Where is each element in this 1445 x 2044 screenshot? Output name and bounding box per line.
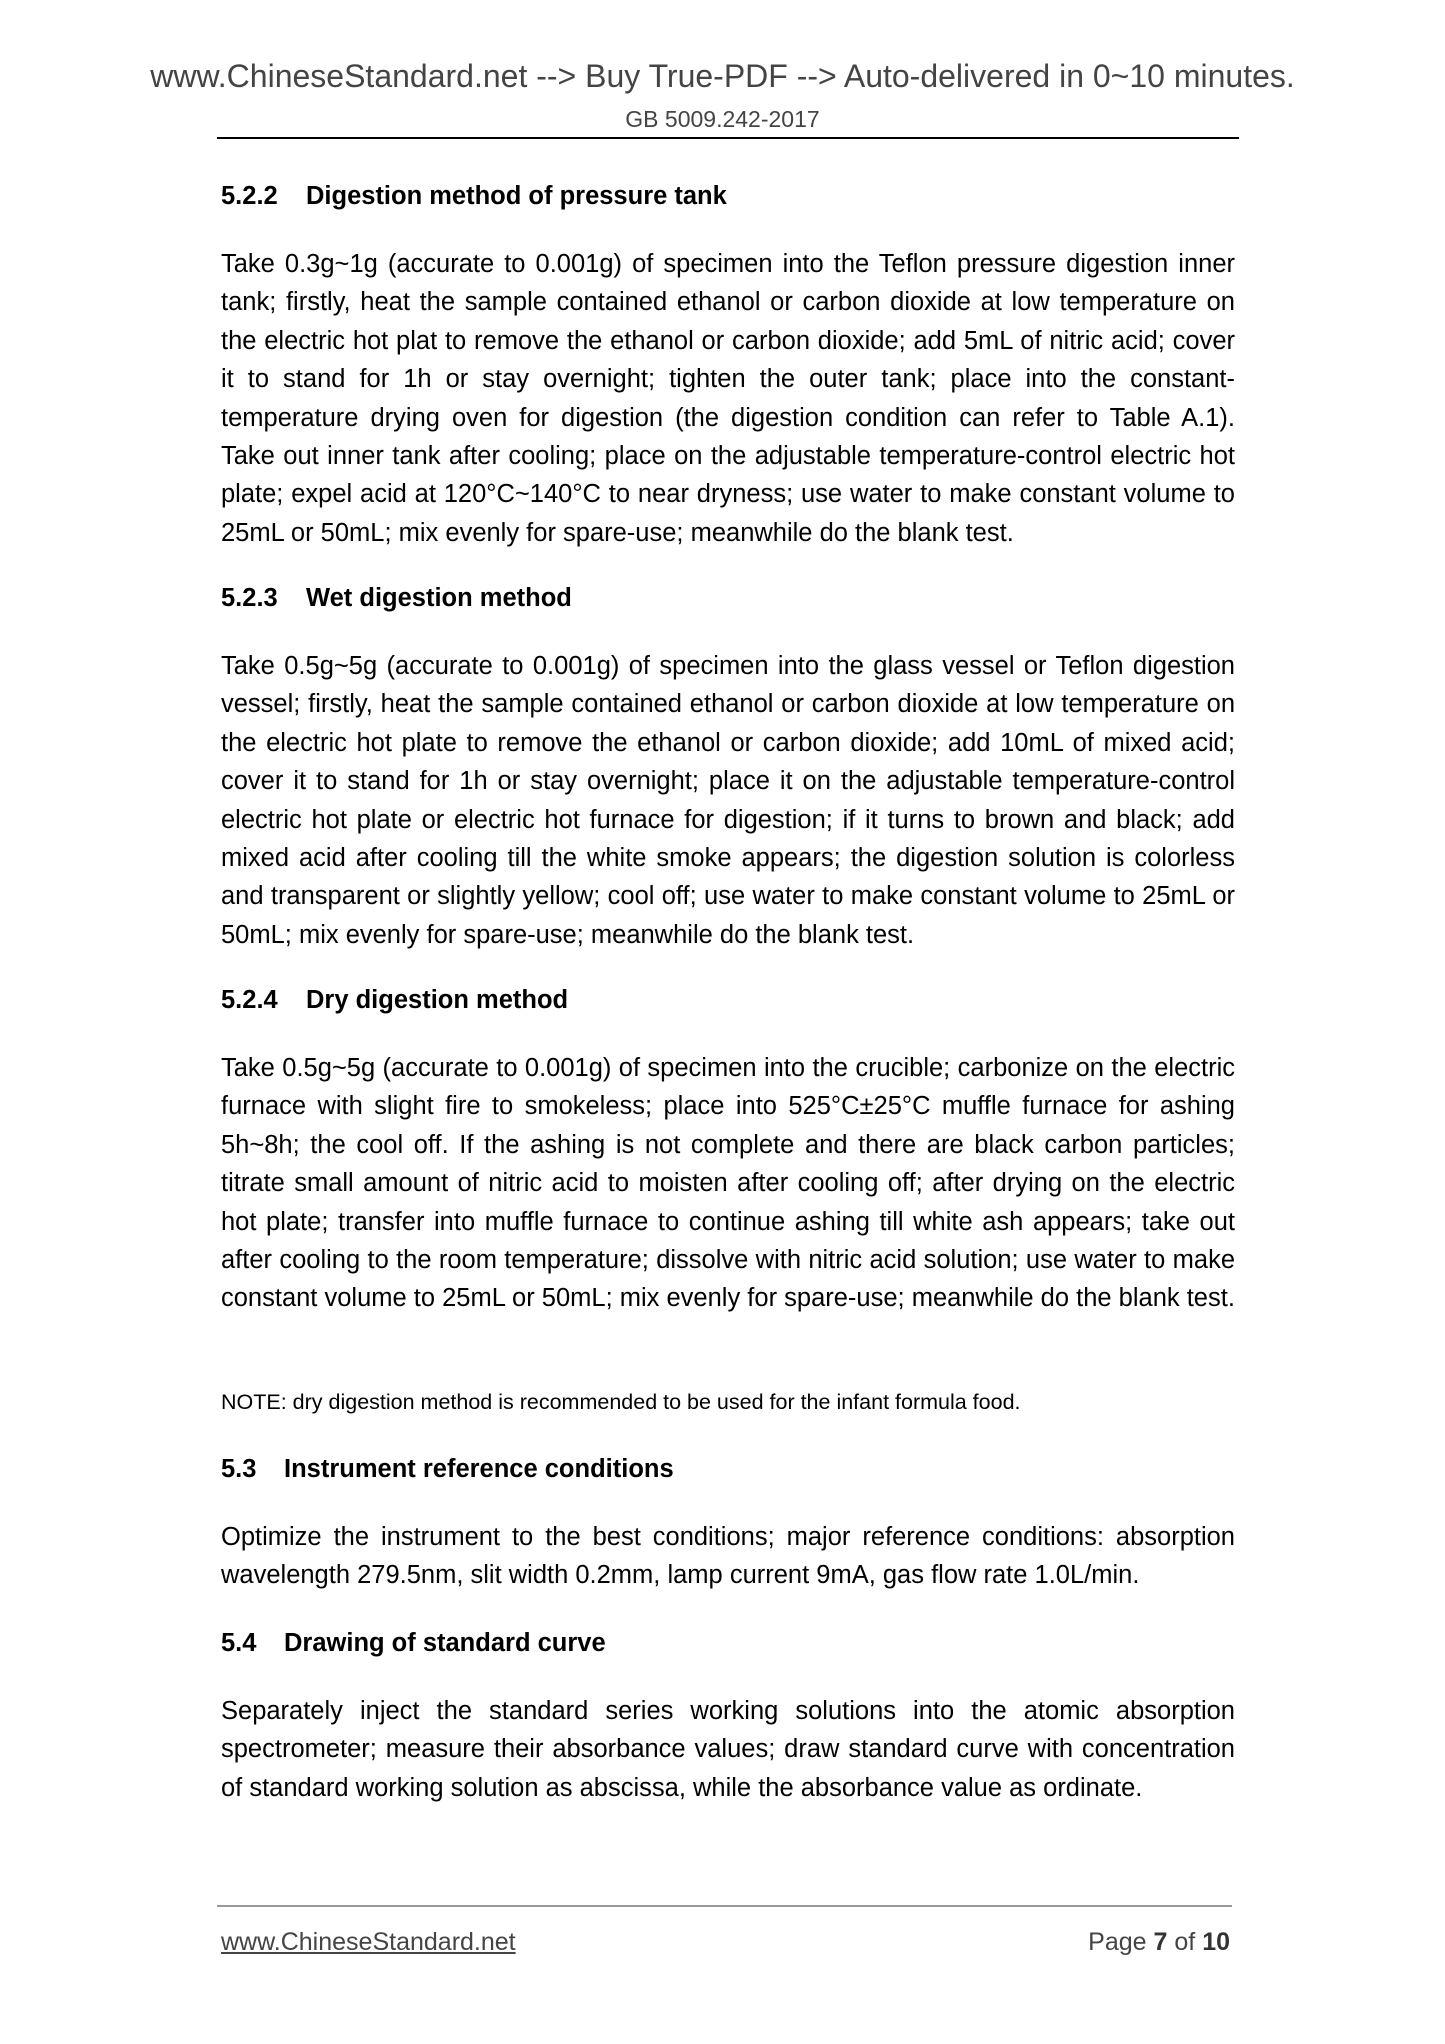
section-title: Wet digestion method bbox=[306, 584, 572, 612]
section-title: Drawing of standard curve bbox=[284, 1629, 606, 1657]
footer-rule bbox=[217, 1905, 1232, 1907]
page-of: of bbox=[1174, 1928, 1196, 1956]
page-label: Page bbox=[1088, 1928, 1147, 1956]
standard-number: GB 5009.242-2017 bbox=[625, 106, 820, 132]
section-heading bbox=[221, 584, 1235, 613]
section-title: Instrument reference conditions bbox=[284, 1455, 674, 1483]
section-number: 5.4 bbox=[221, 1629, 257, 1657]
footer-link[interactable]: www.ChineseStandard.net bbox=[221, 1928, 516, 1956]
section-title: Dry digestion method bbox=[306, 986, 569, 1014]
section-heading bbox=[221, 986, 1235, 1015]
section-number: 5.2.3 bbox=[221, 584, 278, 612]
paragraph: Optimize the instrument to the best conditions; major reference conditions: absorption wavelength 279.5nm, slit width 0.2mm, lamp current 9mA, gas flow rate 1.0L/min. bbox=[221, 1523, 1235, 1590]
page-total: 10 bbox=[1202, 1928, 1230, 1956]
paragraph: Take 0.5g~5g (accurate to 0.001g) of specimen into the crucible; carbonize on the electric furnace with slight fire to smokeless; place into 525°C±25°C muffle furnace for ashing 5h~8h; the cool off. If the ashing is not complete and there are black carbon particles; titrate small amount of nitric acid to moisten after cooling off; after drying on the electric hot plate; transfer into muffle furnace to continue ashing till white ash appears; take out after cooling to the room temperature; dissolve with nitric acid solution; use water to make constant volume to 25mL or 50mL; mix evenly for spare-use; meanwhile do the blank test. bbox=[221, 1054, 1235, 1313]
header-rule bbox=[217, 137, 1239, 139]
section-number: 5.2.4 bbox=[221, 986, 278, 1014]
section-heading bbox=[221, 1455, 1235, 1484]
section-number: 5.3 bbox=[221, 1455, 257, 1483]
section-title: Digestion method of pressure tank bbox=[306, 182, 727, 210]
page-number: 7 bbox=[1153, 1928, 1168, 1956]
paragraph: Take 0.5g~5g (accurate to 0.001g) of specimen into the glass vessel or Teflon digestion vessel; firstly, heat the sample contained ethanol or carbon dioxide at low temperature on the electric hot plate to remove the ethanol or carbon dioxide; add 10mL of mixed acid; cover it to stand for 1h or stay overnight; place it on the adjustable temperature-control electric hot plate or electric hot furnace for digestion; if it turns to brown and black; add mixed acid after cooling till the white smoke appears; the digestion solution is colorless and transparent or slightly yellow; cool off; use water to make constant volume to 25mL or 50mL; mix evenly for spare-use; meanwhile do the blank test. bbox=[221, 652, 1235, 949]
paragraph: Take 0.3g~1g (accurate to 0.001g) of specimen into the Teflon pressure digestion inner tank; firstly, heat the sample contained ethanol or carbon dioxide at low temperature on the electric hot plat to remove the ethanol or carbon dioxide; add 5mL of nitric acid; cover it to stand for 1h or stay overnight; tighten the outer tank; place into the constant-temperature drying oven for digestion (the digestion condition can refer to Table A.1). Take out inner tank after cooling; place on the adjustable temperature-control electric hot plate; expel acid at 120°C~140°C to near dryness; use water to make constant volume to 25mL or 50mL; mix evenly for spare-use; meanwhile do the blank test. bbox=[221, 250, 1235, 547]
banner-link[interactable]: www.ChineseStandard.net --> Buy True-PDF --> Auto-delivered in 0~10 minutes. bbox=[150, 58, 1295, 94]
section-heading bbox=[221, 1629, 1235, 1658]
note: NOTE: dry digestion method is recommended to be used for the infant formula food. bbox=[221, 1390, 1021, 1414]
paragraph: Separately inject the standard series working solutions into the atomic absorption spectrometer; measure their absorbance values; draw standard curve with concentration of standard working solution as abscissa, while the absorbance value as ordinate. bbox=[221, 1697, 1235, 1802]
page-indicator bbox=[1088, 1928, 1230, 1957]
section-heading bbox=[221, 182, 1235, 211]
section-number: 5.2.2 bbox=[221, 182, 278, 210]
